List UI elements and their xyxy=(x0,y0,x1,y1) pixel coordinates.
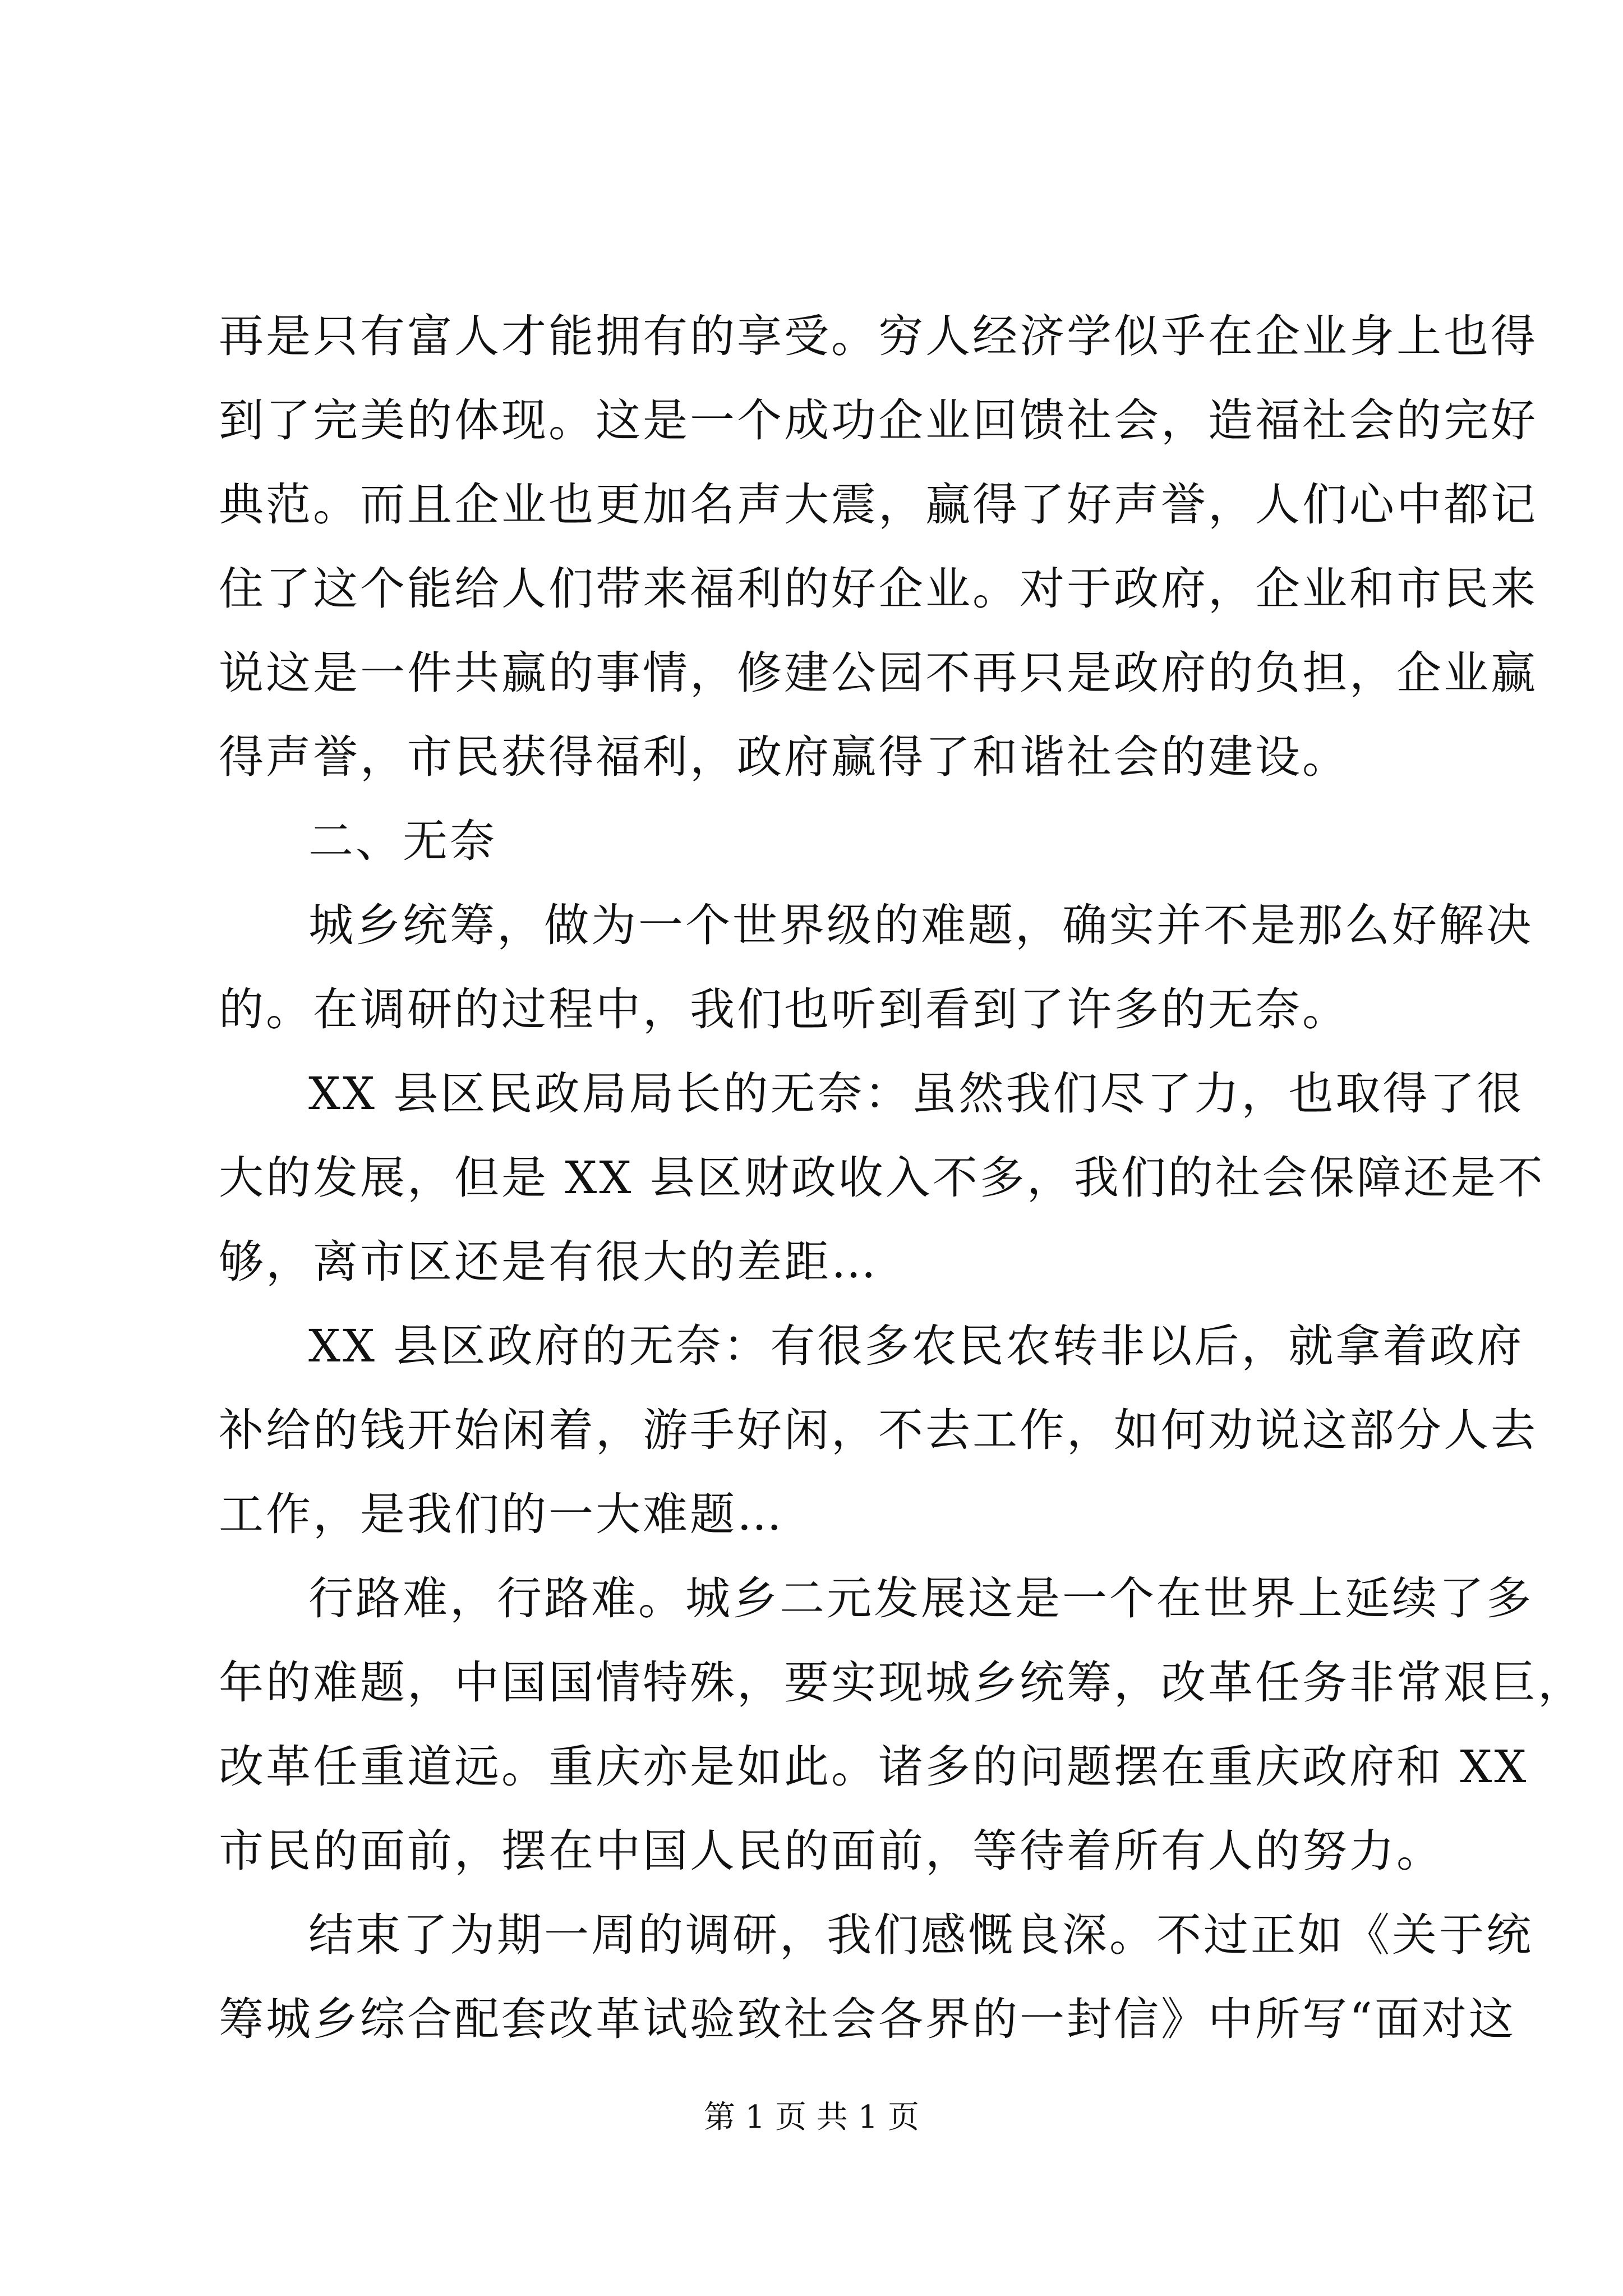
text-line: XX 县区政府的无奈：有很多农民农转非以后，就拿着政府 xyxy=(308,1320,1524,1372)
text-line: 的。在调研的过程中，我们也听到看到了许多的无奈。 xyxy=(219,983,1349,1036)
text-line: 年的难题，中国国情特殊，要实现城乡统筹，改革任务非常艰巨， xyxy=(219,1657,1585,1709)
text-line: XX 县区民政局局长的无奈：虽然我们尽了力，也取得了很 xyxy=(308,1068,1524,1120)
section-heading: 二、无奈 xyxy=(308,815,497,867)
text-line: 市民的面前，摆在中国人民的面前，等待着所有人的努力。 xyxy=(219,1825,1444,1877)
text-line: 得声誉，市民获得福利，政府赢得了和谐社会的建设。 xyxy=(219,731,1349,783)
text-line: 改革任重道远。重庆亦是如此。诸多的问题摆在重庆政府和 XX xyxy=(219,1741,1529,1793)
text-line: 住了这个能给人们带来福利的好企业。对于政府，企业和市民来 xyxy=(219,563,1538,615)
text-line: 到了完美的体现。这是一个成功企业回馈社会，造福社会的完好 xyxy=(219,394,1538,447)
text-line: 行路难，行路难。城乡二元发展这是一个在世界上延续了多 xyxy=(308,1572,1533,1625)
text-line: 工作，是我们的一大难题… xyxy=(219,1488,784,1540)
text-line: 筹城乡综合配套改革试验致社会各界的一封信》中所写“面对这 xyxy=(219,1993,1516,2045)
text-line: 说这是一件共赢的事情，修建公园不再只是政府的负担，企业赢 xyxy=(219,647,1538,699)
text-line: 大的发展，但是 XX 县区财政收入不多，我们的社会保障还是不 xyxy=(219,1152,1545,1204)
page-number-footer: 第 1 页 共 1 页 xyxy=(703,2099,920,2136)
text-line: 结束了为期一周的调研，我们感慨良深。不过正如《关于统 xyxy=(308,1909,1533,1961)
text-line: 再是只有富人才能拥有的享受。穷人经济学似乎在企业身上也得 xyxy=(219,310,1538,362)
text-line: 够，离市区还是有很大的差距… xyxy=(219,1236,878,1288)
text-line: 补给的钱开始闲着，游手好闲，不去工作，如何劝说这部分人去 xyxy=(219,1404,1538,1456)
text-line: 城乡统筹，做为一个世界级的难题，确实并不是那么好解决 xyxy=(308,899,1533,951)
text-line: 典范。而且企业也更加名声大震，赢得了好声誉，人们心中都记 xyxy=(219,478,1538,531)
